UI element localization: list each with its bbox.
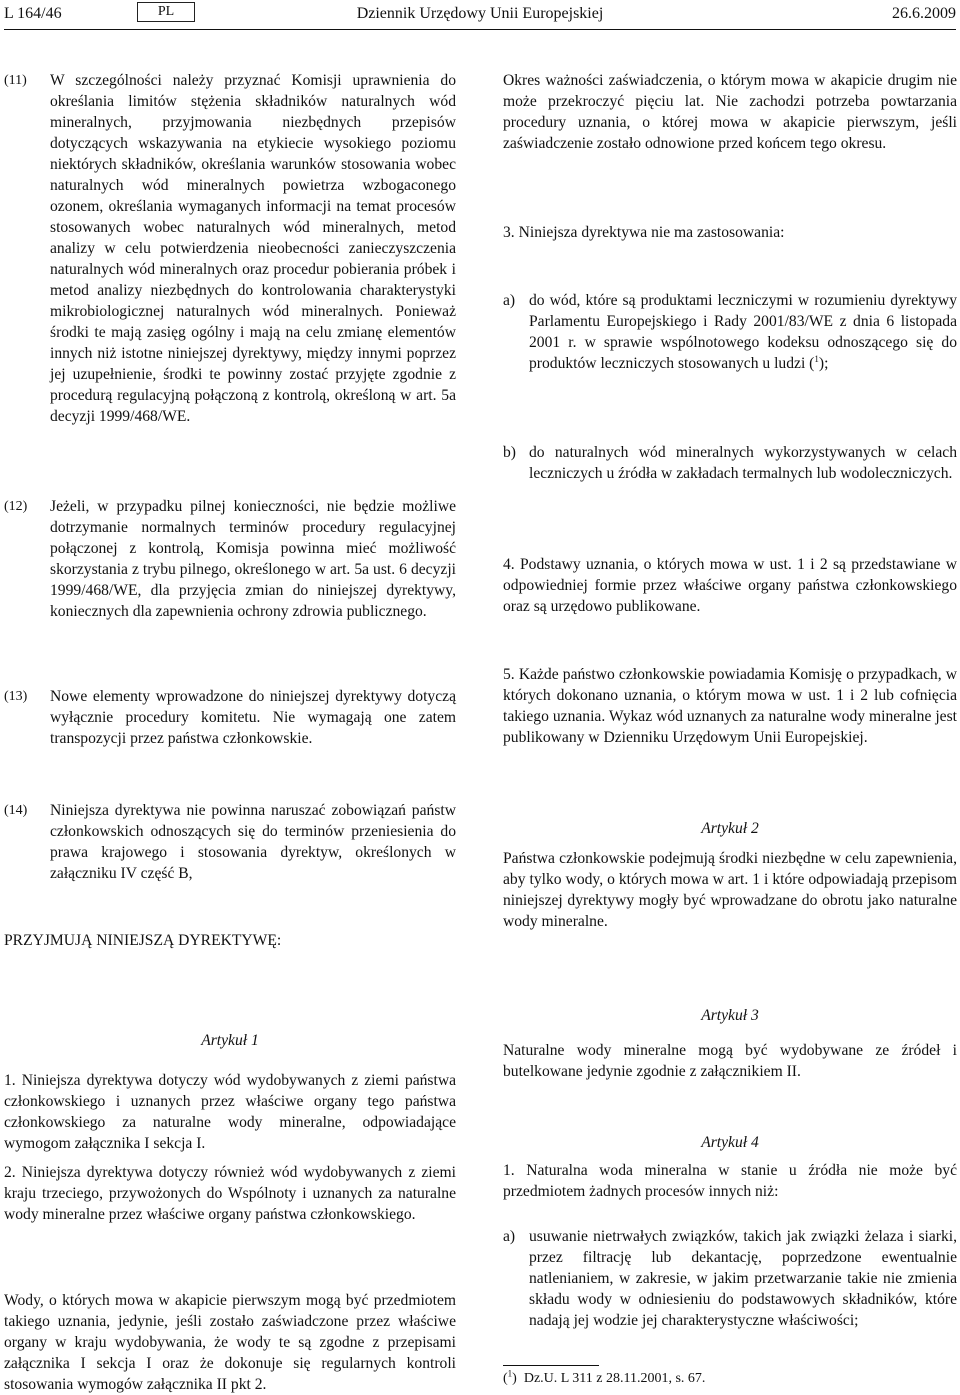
point-text: do wód, które są produktami leczniczymi w rozumieniu dyrektywy Parlamentu Europejskiego i Rady 2001/83/WE z dnia 6 listopada 2001 r. w sprawie wspólnotowego kodeksu odnoszącego się do produktów leczniczych stosowanych u ludzi ($^1$);: [529, 292, 957, 372]
certificate-validity: Okres ważności zaświadczenia, o którym mowa w akapicie drugim nie może przekroczyć pięciu lat. Nie zachodzi potrzeba powtarzania procedury uznania, o której mowa w akapicie pierwszym, jeśli zaświadczenie zostało odnowione przed końcem tego okresu.: [503, 72, 957, 152]
page-header: [4, 4, 956, 28]
footnote-reference: 1: [814, 353, 819, 364]
adoption-formula: PRZYJMUJĄ NINIEJSZĄ DYREKTYWĘ:: [4, 932, 282, 949]
article-4-title: Artykuł 4: [701, 1134, 759, 1151]
recital-number: (14): [4, 803, 28, 818]
article-1-paragraph-2: 2. Niniejsza dyrektywa dotyczy również wód wydobywanych z ziemi kraju trzeciego, przywożonych do Wspólnoty i uznanych za naturalne wody mineralne przez właściwe organy państwa członkowskiego.: [4, 1164, 456, 1223]
paragraph-4: 4. Podstawy uznania, o których mowa w ust. 1 i 2 są przedstawiane w odpowiedniej formie przez właściwe organy państwa członkowskiego oraz są urzędowo publikowane.: [503, 556, 957, 615]
page-number: L 164/46: [4, 5, 62, 22]
article-2-title: Artykuł 2: [701, 820, 759, 837]
point-label: a): [503, 292, 516, 309]
article-2-text: Państwa członkowskie podejmują środki niezbędne w celu zapewnienia, aby tylko wody, o których mowa w art. 1 i które odpowiadają przepisom niniejszej dyrektywy mogły być wprowadzane do obrotu jako naturalne wody mineralne.: [503, 850, 957, 930]
recital-11: [4, 70, 456, 427]
recital-13: [4, 686, 456, 749]
recital-text: W szczególności należy przyznać Komisji uprawnienia do określania limitów stężenia składników naturalnych wód mineralnych, przyjmowania niezbędnych przepisów dotyczących wskazywania na etykiecie wysokiego poziomu niektórych składników, określania warunków stosowania wobec naturalnych wód mineralnych powietrza wzbogaconego ozonem, określania wymaganych informacji na temat procesów stosowanych wobec naturalnych wód mineralnych, metod analizy w celu potwierdzenia nieobecności zanieczyszczenia naturalnych wód mineralnych oraz procedur pobierania próbek i metod analizy niezbędnych do kontrolowania charakterystyki mikrobiologicznej naturalnych wód mineralnych. Ponieważ środki te mają zasięg ogólny i mają na celu zmianę elementów innych niż istotne niniejszej dyrektywy, między innymi poprzez jej uzupełnienie, środki te powinny zostać przyjęte zgodnie z procedurą regulacyjną połączoną z kontrolą, określoną w art. 5a decyzji 1999/468/WE.: [50, 72, 456, 425]
footnote-mark: 1: [507, 1368, 513, 1379]
recital-text: Jeżeli, w przypadku pilnej konieczności, nie będzie możliwe dotrzymanie normalnych terminów procedury regulacyjnej połączonej z kontrolą, Komisja powinna mieć możliwość skorzystania z trybu pilnego, określonego w art. 5a ust. 6 decyzji 1999/468/WE, dla przyjęcia zmian do niniejszej dyrektywy, koniecznych dla zapewnienia ochrony zdrowia publicznego.: [50, 498, 456, 620]
footnote-text: Dz.U. L 311 z 28.11.2001, s. 67.: [523, 1371, 706, 1386]
article-1-paragraph-3: Wody, o których mowa w akapicie pierwszym mogą być przedmiotem takiego uznania, jedynie, jeśli zostało zaświadczone przez właściwe organy w kraju wydobywania, że wody te są zgodne z przepisami załącznika I sekcja I oraz że dokonuje się regularnych kontroli stosowania wymogów załącznika II pkt 2.: [4, 1292, 456, 1393]
recital-number: (12): [4, 499, 28, 514]
journal-title: Dziennik Urzędowy Unii Europejskiej: [356, 5, 604, 22]
paragraph-5: 5. Każde państwo członkowskie powiadamia Komisję o przypadkach, w których dokonano uznania, o którym mowa w ust. 1 i 2 lub cofnięcia takiego uznania. Wykaz wód uznanych za naturalne wody mineralne jest publikowany w Dzienniku Urzędowym Unii Europejskiej.: [503, 666, 957, 746]
language-badge: PL: [137, 2, 195, 22]
article-4-paragraph-1: 1. Naturalna woda mineralna w stanie u źródła nie może być przedmiotem żadnych procesów innych niż:: [503, 1162, 957, 1200]
article-3-title: Artykuł 3: [701, 1007, 759, 1024]
article-4-point-a: [503, 1226, 957, 1331]
recital-text: Nowe elementy wprowadzone do niniejszej dyrektywy dotyczą wyłącznie procedury komitetu. Nie wymagają one zatem transpozycji przez państwa członkowskie.: [50, 688, 456, 747]
recital-14: [4, 800, 456, 884]
paragraph-3-point-a: [503, 290, 957, 374]
footnote: ($^1$) Dz.U. L 311 z 28.11.2001, s. 67.: [503, 1368, 706, 1386]
article-3-text: Naturalne wody mineralne mogą być wydobywane ze źródeł i butelkowane jedynie zgodnie z załącznikiem II.: [503, 1042, 957, 1080]
point-label: a): [503, 1228, 516, 1245]
footnote-rule: [503, 1365, 599, 1366]
recital-number: (13): [4, 689, 28, 704]
recital-text: Niniejsza dyrektywa nie powinna naruszać zobowiązań państw członkowskich odnoszących się do terminów przeniesienia do prawa krajowego i stosowania dyrektyw, określonych w załączniku IV część B,: [50, 802, 456, 882]
recital-number: (11): [4, 73, 27, 88]
paragraph-3-point-b: [503, 442, 957, 484]
recital-12: [4, 496, 456, 622]
point-label: b): [503, 444, 516, 461]
article-1-paragraph-1: 1. Niniejsza dyrektywa dotyczy wód wydobywanych z ziemi państwa członkowskiego i uznanych przez właściwe organy tego państwa członkowskiego za naturalne wody mineralne, odpowiadające wymogom załącznika I sekcja I.: [4, 1072, 456, 1152]
point-text: do naturalnych wód mineralnych wykorzystywanych w celach leczniczych u źródła w zakładach termalnych lub wodoleczniczych.: [529, 444, 957, 482]
article-1-title: Artykuł 1: [201, 1032, 259, 1049]
point-text: usuwanie nietrwałych związków, takich jak związki żelaza i siarki, przez filtrację lub dekantację, poprzedzone ewentualnie natlenianiem, w zakresie, w jakim przetwarzanie takie nie zmienia składu wody w odniesieniu do podstawowych składników, które nadają jej wodzie jej charakterystyczne właściwości;: [529, 1228, 957, 1329]
paragraph-3-intro: 3. Niniejsza dyrektywa nie ma zastosowania:: [503, 224, 785, 241]
publication-date: 26.6.2009: [892, 5, 956, 22]
header-rule: [4, 29, 956, 30]
